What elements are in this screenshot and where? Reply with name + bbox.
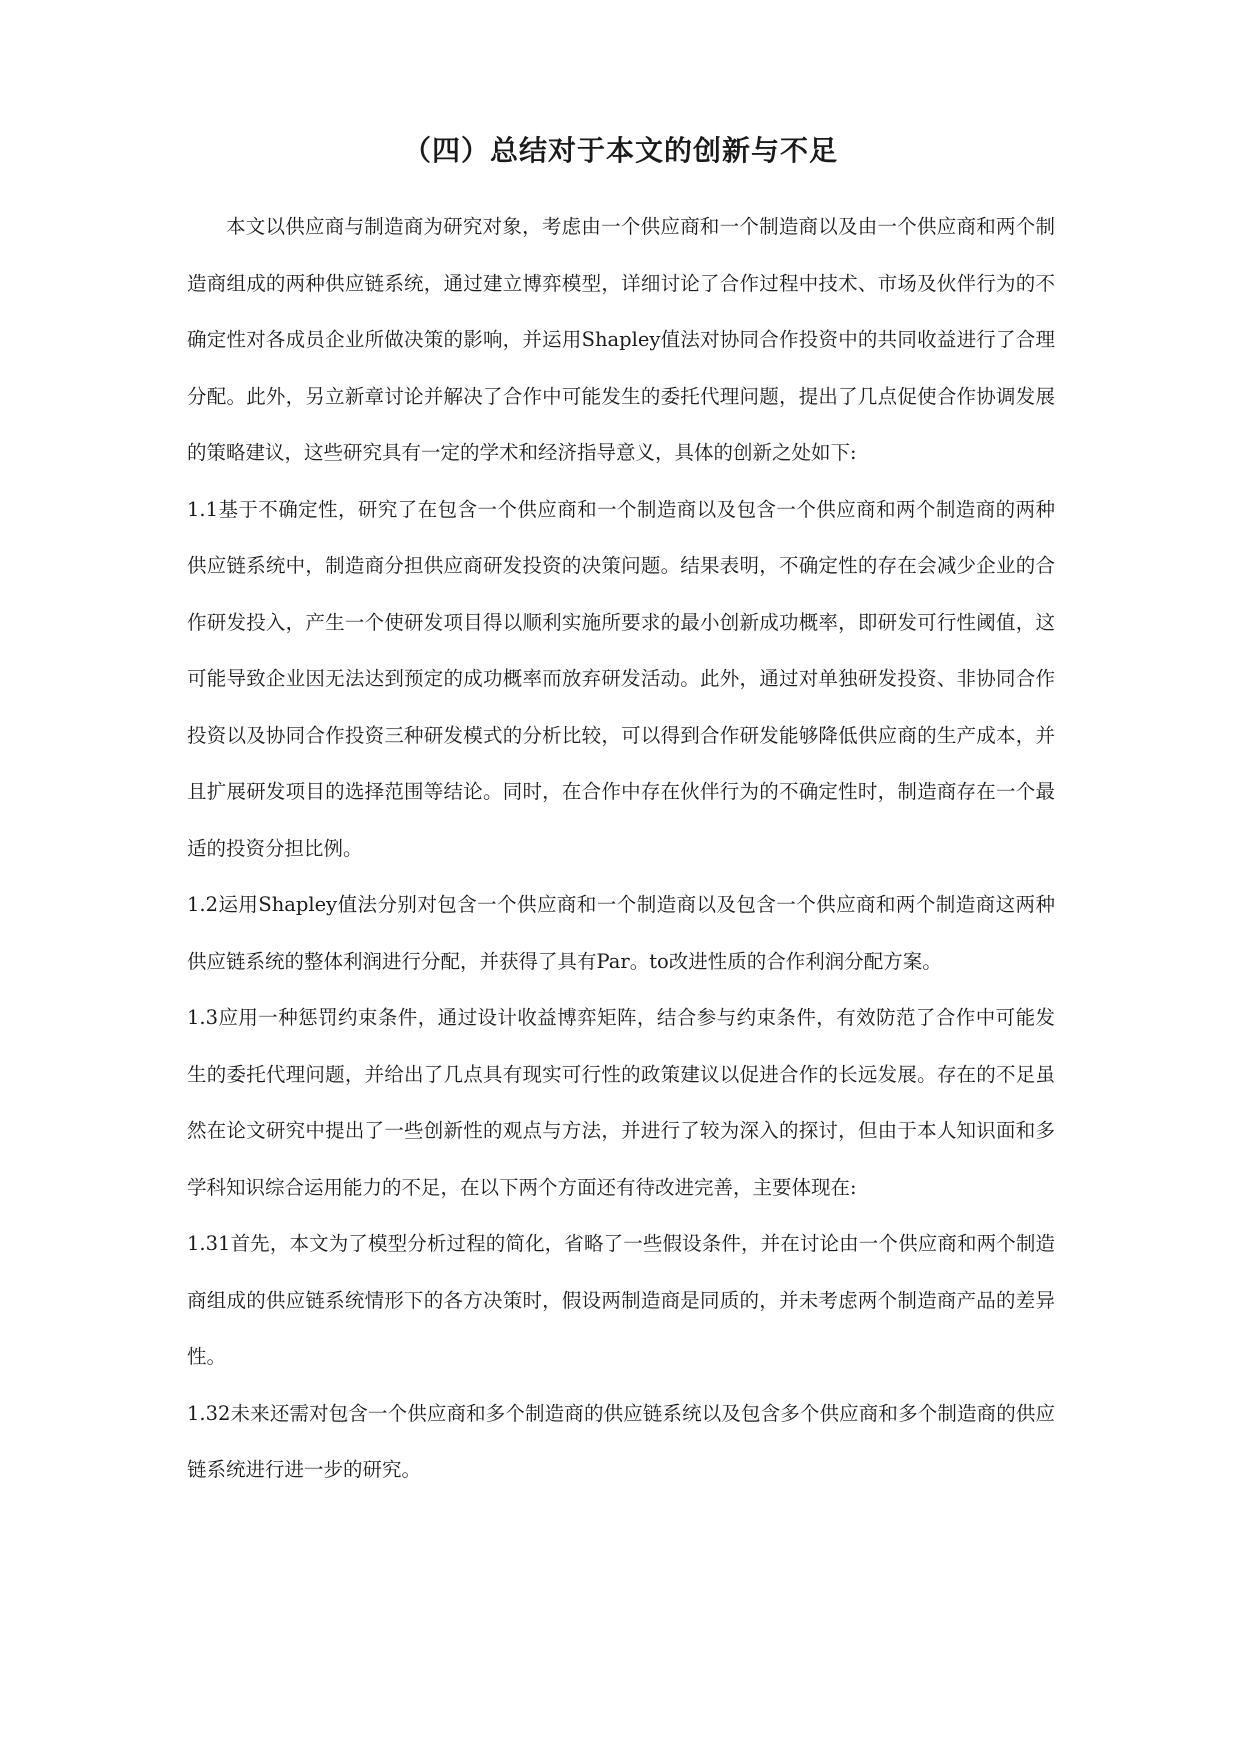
document-body <box>187 199 1055 1499</box>
innovation-point-1-1: 1.1基于不确定性，研究了在包含一个供应商和一个制造商以及包含一个供应商和两个制造商的两种供应链系统中，制造商分担供应商研发投资的决策问题。结果表明，不确定性的存在会减少企业的合作研发投入，产生一个使研发项目得以顺利实施所要求的最小创新成功概率，即研发可行性阈值，这可能导致企业因无法达到预定的成功概率而放弃研发活动。此外，通过对单独研发投资、非协同合作投资以及协同合作投资三种研发模式的分析比较，可以得到合作研发能够降低供应商的生产成本，并且扩展研发项目的选择范围等结论。同时，在合作中存在伙伴行为的不确定性时，制造商存在一个最适的投资分担比例。 <box>187 497 1055 860</box>
limitation-point-1-31: 1.31首先，本文为了模型分析过程的简化，省略了一些假设条件，并在讨论由一个供应商和两个制造商组成的供应链系统情形下的各方决策时，假设两制造商是同质的，并未考虑两个制造商产品的差异性。 <box>187 1232 1055 1368</box>
innovation-point-1-3: 1.3应用一种惩罚约束条件，通过设计收益博弈矩阵，结合参与约束条件，有效防范了合作中可能发生的委托代理问题，并给出了几点具有现实可行性的政策建议以促进合作的长远发展。存在的不足虽然在论文研究中提出了一些创新性的观点与方法，并进行了较为深入的探讨，但由于本人知识面和多学科知识综合运用能力的不足，在以下两个方面还有待改进完善，主要体现在: <box>187 1006 1055 1199</box>
limitation-point-1-32: 1.32未来还需对包含一个供应商和多个制造商的供应链系统以及包含多个供应商和多个制造商的供应链系统进行进一步的研究。 <box>187 1401 1055 1481</box>
intro-paragraph: 本文以供应商与制造商为研究对象，考虑由一个供应商和一个制造商以及由一个供应商和两个制造商组成的两种供应链系统，通过建立博弈模型，详细讨论了合作过程中技术、市场及伙伴行为的不确定性对各成员企业所做决策的影响，并运用Shapley值法对协同合作投资中的共同收益进行了合理分配。此外，另立新章讨论并解决了合作中可能发生的委托代理问题，提出了几点促使合作协调发展的策略建议，这些研究具有一定的学术和经济指导意义，具体的创新之处如下: <box>187 215 1055 464</box>
innovation-point-1-2: 1.2运用Shapley值法分别对包含一个供应商和一个制造商以及包含一个供应商和两个制造商这两种供应链系统的整体利润进行分配，并获得了具有Par。to改进性质的合作利润分配方案。 <box>187 893 1055 973</box>
section-title: （四）总结对于本文的创新与不足 <box>402 134 838 167</box>
